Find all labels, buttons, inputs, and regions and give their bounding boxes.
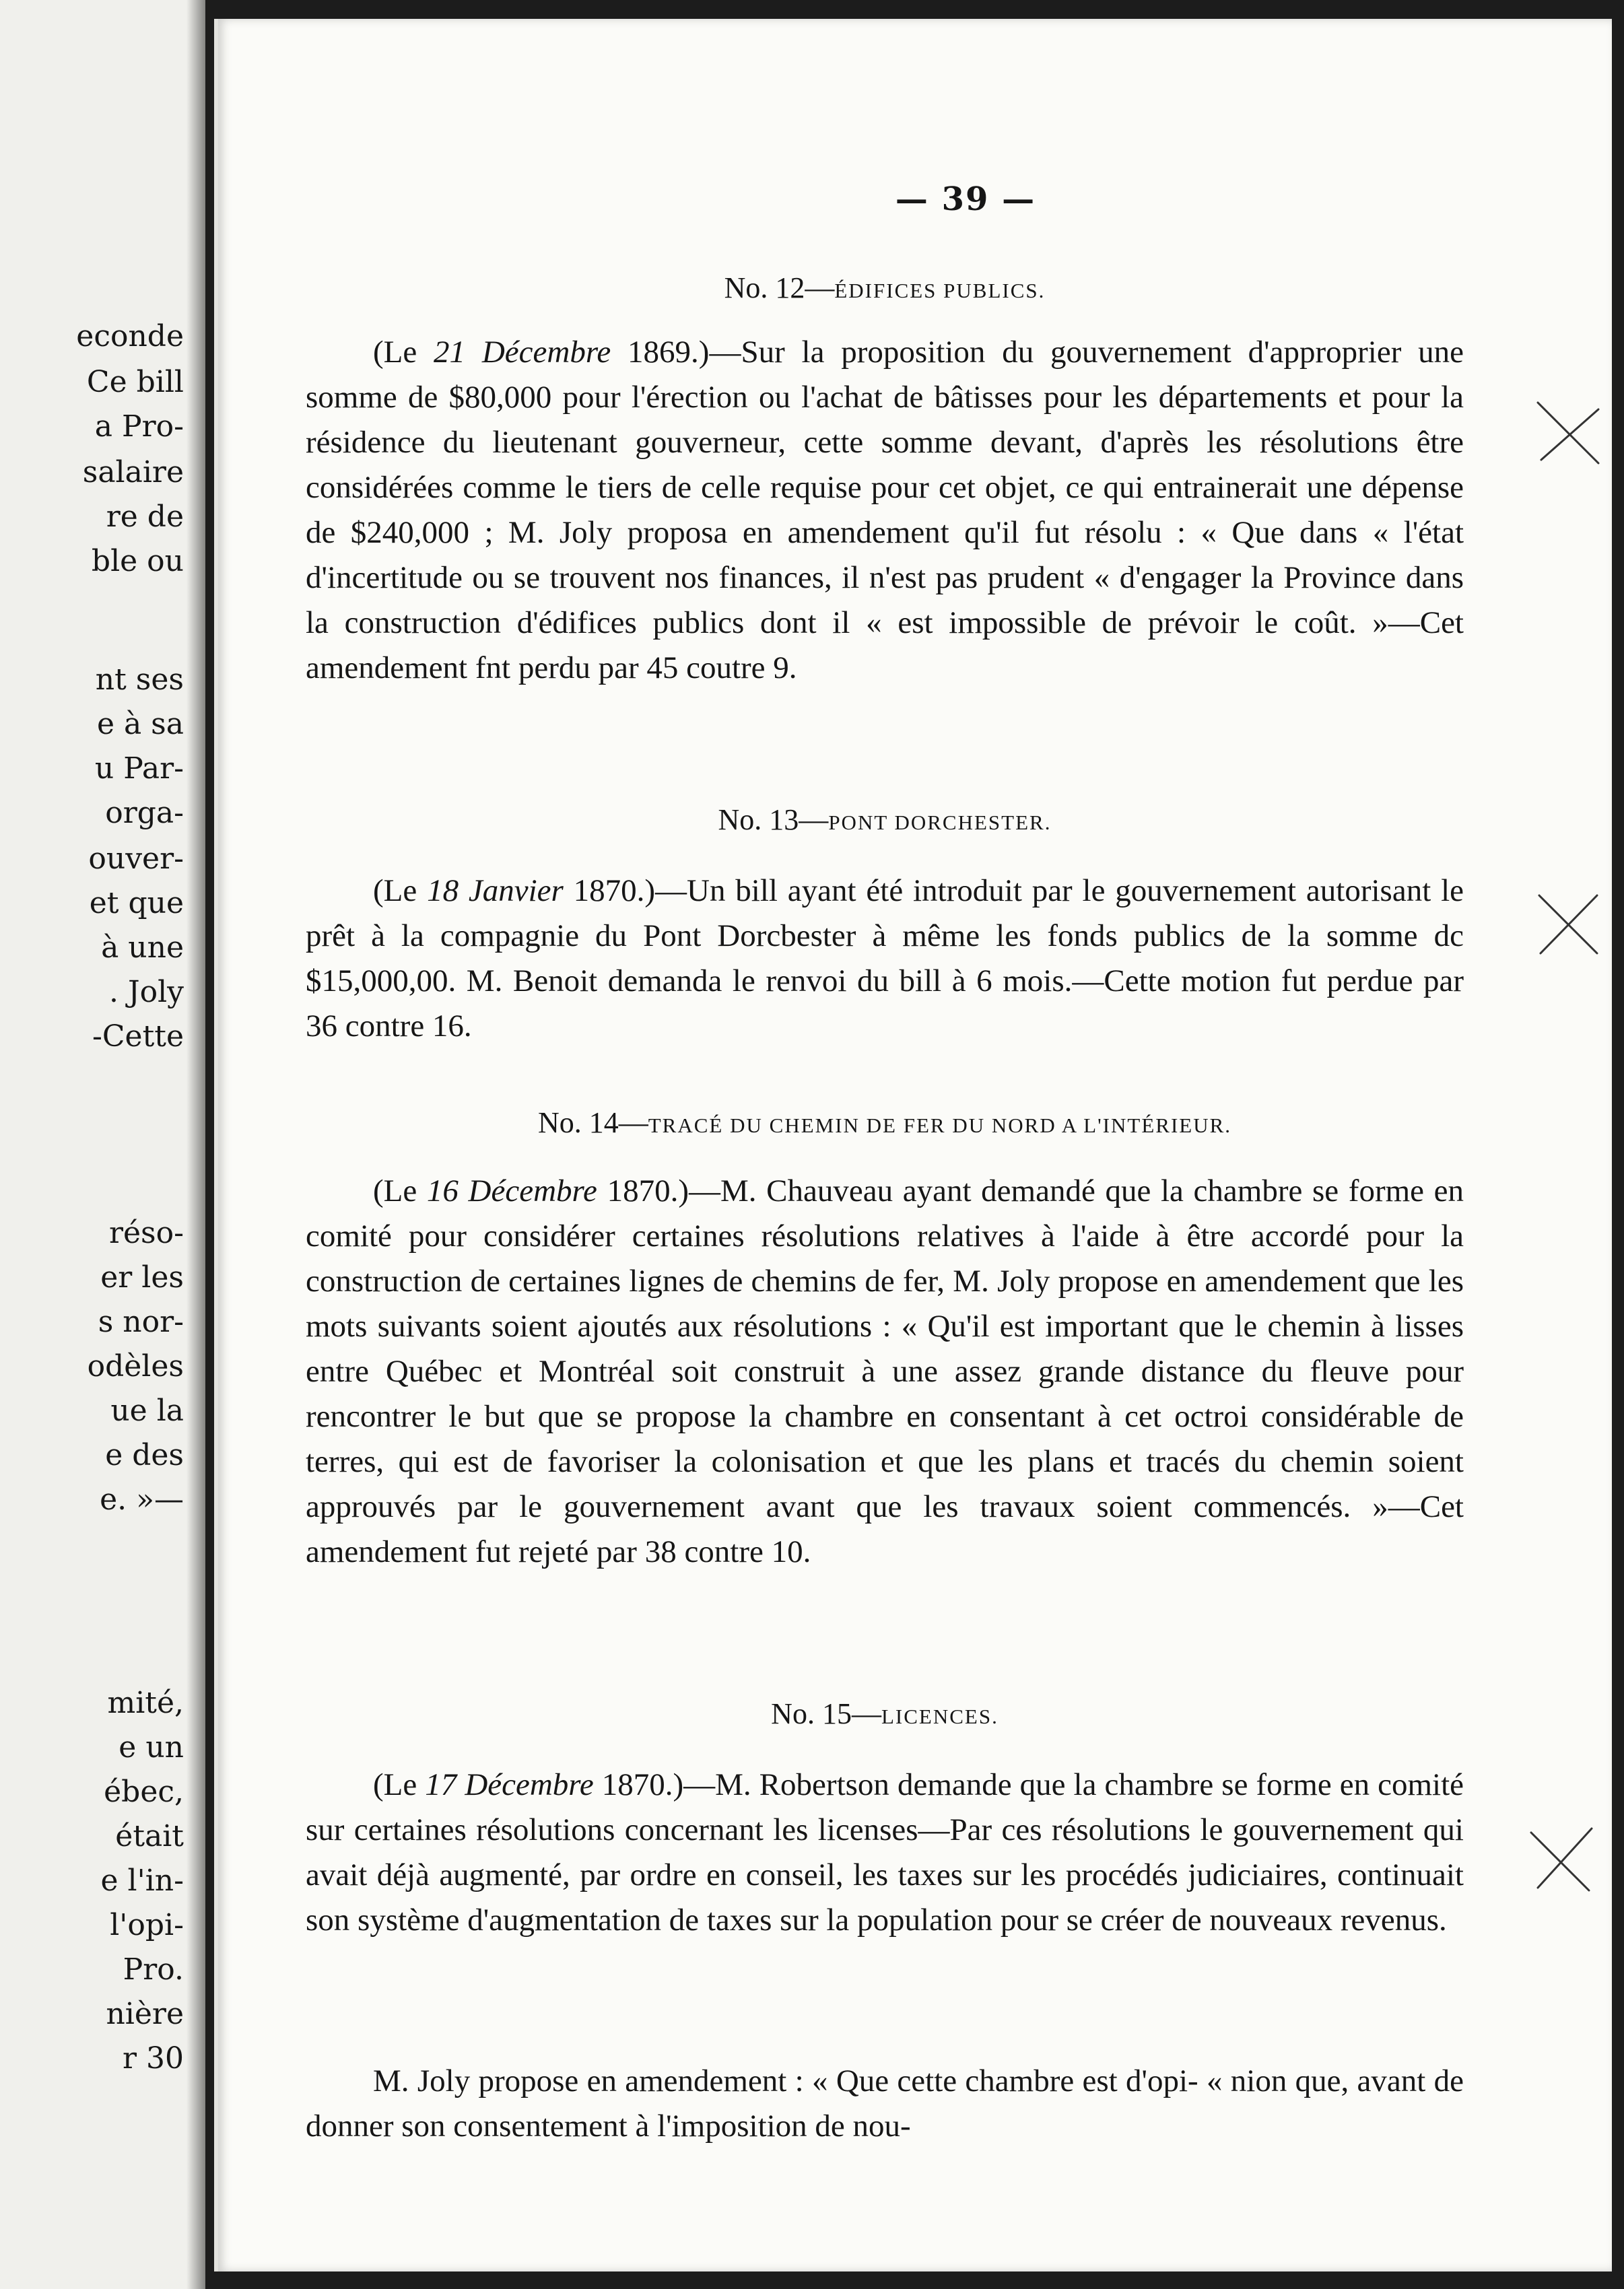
section-paragraph — [306, 1763, 1464, 1943]
date-prefix: (Le — [373, 1767, 417, 1802]
prev-fragment: réso- — [108, 1216, 184, 1250]
prev-fragment: -Cette — [92, 1019, 184, 1054]
paragraph-text: —Sur la proposition du gouvernement d'approprier une somme de $80,000 pour l'érection ou l'achat de bâtisses pour les départements et pour la résidence du lieutenant gouverneur, cette somme devant, d'après les résolutions être considérées comme le tiers de celle requise pour cet objet, ce qui entrainerait une dépense de $240,000 ; M. Joly proposa en amendement qu'il fut résolu : « Que dans « l'état d'incertitude ou se trouvent nos finances, il n'est pas prudent « d'engager la Province dans la construction d'édifices publics dont il « est impossible de prévoir le coût. »—Cet amendement fnt perdu par 45 coutre 9. — [306, 335, 1464, 685]
section-heading — [306, 800, 1464, 843]
prev-fragment: r 30 — [122, 2041, 184, 2076]
x-mark-icon — [1524, 1823, 1598, 1897]
section-heading — [306, 1694, 1464, 1737]
date-year: 1870.) — [573, 873, 656, 908]
prev-fragment: econde — [76, 319, 184, 353]
date-text: 16 Décembre — [426, 1173, 597, 1208]
date-prefix: (Le — [373, 873, 417, 908]
prev-fragment: er les — [100, 1260, 184, 1295]
gutter-shadow — [187, 0, 205, 2289]
date-text: 21 Décembre — [434, 335, 611, 370]
prev-fragment: s nor- — [98, 1305, 184, 1339]
prev-fragment: ébec, — [104, 1775, 184, 1809]
section-number: No. 14— — [537, 1106, 648, 1139]
date-year: 1870.) — [601, 1767, 684, 1802]
prev-fragment: re de — [106, 500, 184, 534]
page-number: — 39 — — [895, 180, 1036, 218]
section-paragraph — [306, 330, 1464, 691]
paragraph-text: —Un bill ayant été introduit par le gouvernement autorisant le prêt à la compagnie du Pont Dorcbester à même les fonds publics de la somme dc $15,000,00. M. Benoit demanda le renvoi du bill à 6 mois.—Cette motion fut perdue par 36 contre 16. — [306, 873, 1464, 1044]
prev-fragment: l'opi- — [110, 1908, 184, 1942]
prev-fragment: odèles — [87, 1349, 184, 1383]
prev-fragment: e à sa — [96, 707, 184, 741]
section-paragraph — [306, 2059, 1464, 2149]
date-year: 1870.) — [607, 1173, 689, 1208]
section-title: ÉDIFICES PUBLICS. — [834, 279, 1046, 302]
prev-fragment: Ce bill — [86, 365, 184, 399]
prev-fragment: orga- — [105, 796, 184, 830]
section-title: PONT DORCHESTER. — [828, 811, 1052, 834]
prev-fragment: ue la — [110, 1394, 184, 1428]
section-paragraph — [306, 868, 1464, 1049]
prev-fragment: et que — [89, 886, 184, 920]
prev-fragment: ouver- — [88, 842, 184, 876]
prev-fragment: était — [115, 1819, 184, 1853]
document-page — [214, 19, 1612, 2271]
prev-fragment: nt ses — [95, 662, 184, 697]
section-heading — [306, 1103, 1464, 1146]
prev-fragment: ble ou — [91, 544, 184, 578]
prev-fragment: mité, — [107, 1686, 184, 1720]
section-title: LICENCES. — [881, 1705, 999, 1728]
prev-fragment: Pro. — [123, 1952, 184, 1987]
x-mark-icon — [1531, 396, 1605, 470]
paragraph-text: —M. Robertson demande que la chambre se forme en comité sur certaines résolutions concernant les licenses—Par ces résolutions le gouvernement qui avait déjà augmenté, par ordre en conseil, les taxes sur les procédés judiciaires, continuait son système d'augmentation de taxes sur la population pour se créer de nouveaux revenus. — [306, 1767, 1464, 1938]
prev-fragment: u Par- — [94, 751, 184, 786]
section-number: No. 12— — [724, 271, 835, 304]
date-year: 1869.) — [628, 335, 710, 370]
prev-fragment: e des — [105, 1438, 184, 1472]
paragraph-text: —M. Chauveau ayant demandé que la chambre se forme en comité pour considérer certaines résolutions relatives à l'aide à être accordé pour la construction de certaines lignes de chemins de fer, M. Joly propose en amendement que les mots suivants soient ajoutés aux résolutions : « Qu'il est important que le chemin à lisses entre Québec et Montréal soit construit à une assez grande distance du fleuve pour rencontrer le but que se propose la chambre en consentant à cet octroi considérable de terres, qui est de favoriser la colonisation et que les plans et tracés du chemin soient approuvés par le gouvernement avant que les travaux soient commencés. »—Cet amendement fut rejeté par 38 contre 10. — [306, 1173, 1464, 1569]
paragraph-text: M. Joly propose en amendement : « Que cette chambre est d'opi- « nion que, avant de donner son consentement à l'imposition de nou- — [306, 2063, 1464, 2144]
prev-fragment: . Joly — [108, 975, 184, 1009]
x-mark-icon — [1531, 887, 1605, 961]
section-title: TRACÉ DU CHEMIN DE FER DU NORD A L'INTÉRIEUR. — [648, 1114, 1232, 1137]
date-text: 18 Janvier — [427, 873, 564, 908]
date-prefix: (Le — [373, 1173, 417, 1208]
prev-fragment: salaire — [82, 455, 184, 489]
prev-fragment: e l'in- — [100, 1864, 184, 1898]
prev-fragment: nière — [106, 1997, 184, 2031]
prev-fragment: e un — [119, 1730, 184, 1765]
prev-fragment: e. »— — [100, 1482, 184, 1517]
section-heading — [306, 268, 1464, 311]
prev-fragment: à une — [101, 930, 184, 965]
section-number: No. 13— — [718, 803, 829, 836]
date-text: 17 Décembre — [425, 1767, 594, 1802]
prev-fragment: a Pro- — [94, 409, 184, 444]
section-number: No. 15— — [771, 1697, 881, 1730]
previous-page — [0, 0, 205, 2289]
section-paragraph — [306, 1169, 1464, 1575]
date-prefix: (Le — [373, 335, 417, 370]
